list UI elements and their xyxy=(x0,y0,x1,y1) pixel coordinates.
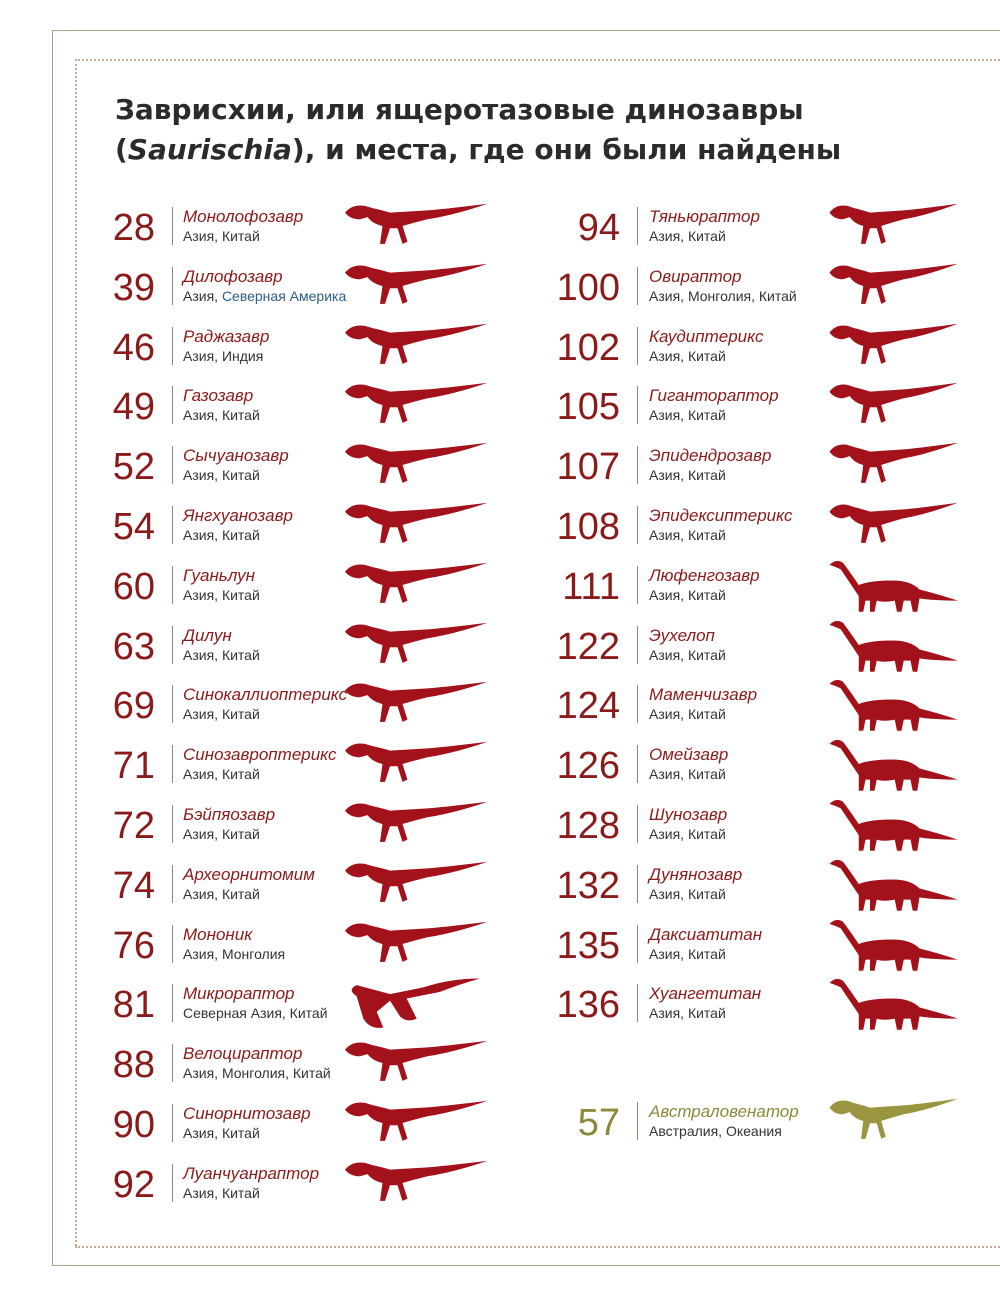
species-name: Газозавр xyxy=(183,386,254,406)
species-info xyxy=(649,805,727,843)
separator-line xyxy=(172,1164,173,1202)
species-location: Австралия, Океания xyxy=(649,1123,782,1139)
species-name: Луанчуанраптор xyxy=(183,1163,320,1183)
species-number: 102 xyxy=(556,326,620,369)
species-row xyxy=(0,502,1000,554)
species-info xyxy=(649,626,726,664)
species-name: Мононик xyxy=(183,924,253,944)
species-location: Азия, Китай xyxy=(183,1125,260,1141)
species-location: Азия, Китай xyxy=(649,766,726,783)
species-number: 72 xyxy=(112,805,155,847)
species-location: Азия, Китай xyxy=(183,228,260,244)
species-number: 52 xyxy=(112,446,155,489)
species-row xyxy=(0,741,1000,793)
theropod-silhouette-icon xyxy=(825,317,960,380)
species-row xyxy=(0,1040,1000,1092)
species-number: 100 xyxy=(556,266,620,309)
species-number: 54 xyxy=(112,506,155,548)
species-name: Велоцираптор xyxy=(183,1044,303,1064)
species-name: Австраловенатор xyxy=(649,1102,799,1121)
title-line2: ), и места, где они были найдены xyxy=(291,133,842,166)
separator-line xyxy=(637,925,638,963)
separator-line xyxy=(637,626,638,664)
separator-line xyxy=(637,1102,638,1140)
species-name: Маменчизавр xyxy=(649,685,758,705)
species-info xyxy=(649,685,757,723)
species-location: Азия, Китай xyxy=(183,826,260,842)
species-number: 90 xyxy=(112,1104,155,1146)
species-row xyxy=(0,442,1000,494)
sauropod-silhouette-icon xyxy=(825,795,960,858)
sauropod-silhouette-icon xyxy=(825,675,960,738)
separator-line xyxy=(637,267,638,305)
species-name: Овираптор xyxy=(649,266,742,286)
species-name: Синорнитозавр xyxy=(183,1104,311,1123)
species-location: Азия, Китай xyxy=(183,467,260,484)
species-number: 105 xyxy=(556,386,620,429)
species-location: Азия, Китай xyxy=(183,766,260,783)
species-name: Синокаллиоптерикс xyxy=(183,685,348,705)
species-location: Азия, Китай xyxy=(183,407,260,424)
species-name: Археорнитомим xyxy=(183,864,315,884)
species-name: Монолофозавр xyxy=(183,207,304,226)
species-number: 94 xyxy=(577,207,620,249)
species-name: Омейзавр xyxy=(649,745,729,765)
separator-line xyxy=(637,327,638,365)
species-number: 136 xyxy=(556,984,620,1027)
species-info xyxy=(649,566,760,604)
separator-line xyxy=(637,207,638,245)
species-location: Азия, Китай xyxy=(649,945,726,962)
sauropod-silhouette-icon xyxy=(825,974,960,1037)
species-location: Азия, Китай xyxy=(183,885,260,902)
species-location: Азия, Китай xyxy=(183,646,260,663)
sauropod-silhouette-icon xyxy=(825,556,960,619)
dotted-border-top xyxy=(75,59,1000,61)
species-location: Азия, Китай xyxy=(183,706,260,723)
species-number: 135 xyxy=(556,924,620,967)
species-number: 57 xyxy=(577,1102,620,1144)
species-info xyxy=(649,446,771,484)
species-number: 46 xyxy=(112,326,155,369)
species-row xyxy=(0,323,1000,375)
species-number: 39 xyxy=(112,266,155,309)
species-info xyxy=(649,386,779,424)
species-info xyxy=(649,1102,799,1140)
species-row xyxy=(0,622,1000,674)
theropod-silhouette-icon xyxy=(825,1092,960,1155)
separator-line xyxy=(637,805,638,843)
species-location: Азия, Китай xyxy=(183,527,260,543)
species-location: Азия, Китай xyxy=(183,1184,260,1201)
theropod-silhouette-icon xyxy=(825,496,960,559)
sauropod-silhouette-icon xyxy=(825,855,960,918)
species-location: Азия, Китай xyxy=(649,826,726,842)
species-name: Каудиптерикс xyxy=(649,326,764,346)
species-location: Азия, Китай xyxy=(649,706,726,723)
separator-line xyxy=(637,685,638,723)
theropod-silhouette-icon xyxy=(825,197,960,260)
separator-line xyxy=(172,1044,173,1082)
theropod-silhouette-icon xyxy=(825,257,960,320)
species-name: Шунозавр xyxy=(649,805,728,824)
species-row xyxy=(0,382,1000,434)
species-location: Азия, Китай xyxy=(649,646,726,663)
species-name: Хуангетитан xyxy=(649,984,762,1004)
species-number: 132 xyxy=(556,864,620,907)
separator-line xyxy=(637,386,638,424)
species-number: 81 xyxy=(112,984,155,1027)
species-number: 63 xyxy=(112,625,155,668)
species-name: Синозавроптерикс xyxy=(183,745,337,765)
species-location: Азия, Монголия, Китай xyxy=(649,287,797,304)
species-number: 60 xyxy=(112,565,155,608)
species-name: Тяньюраптор xyxy=(649,207,760,226)
species-number: 126 xyxy=(556,745,620,788)
separator-line xyxy=(637,506,638,544)
species-location: Азия, Китай xyxy=(183,586,260,603)
location-highlight: Северная Америка xyxy=(221,287,347,304)
title-latin: Saurischia xyxy=(127,133,292,166)
species-info xyxy=(649,267,797,305)
species-location: Азия, Китай xyxy=(649,407,726,424)
species-row xyxy=(0,1160,1000,1212)
species-number: 71 xyxy=(112,745,155,788)
species-location: Азия, Индия xyxy=(183,347,264,364)
theropod-silhouette-icon xyxy=(825,436,960,499)
theropod-silhouette-icon xyxy=(340,1034,490,1097)
species-name: Дунянозавр xyxy=(649,864,743,884)
species-number: 111 xyxy=(562,565,620,608)
species-number: 88 xyxy=(112,1044,155,1087)
theropod-silhouette-icon xyxy=(340,1154,490,1217)
species-info xyxy=(649,745,728,783)
species-name: Янгхуанозавр xyxy=(183,506,293,525)
species-info xyxy=(649,327,763,365)
species-info xyxy=(649,207,760,245)
species-number: 49 xyxy=(112,386,155,429)
species-name: Микрораптор xyxy=(183,984,295,1004)
species-info xyxy=(649,925,762,963)
species-number: 107 xyxy=(556,446,620,489)
species-number: 128 xyxy=(556,805,620,847)
species-number: 28 xyxy=(112,207,155,249)
species-info xyxy=(183,1044,331,1082)
species-number: 108 xyxy=(556,506,620,548)
species-location: Азия, Китай xyxy=(649,1005,726,1022)
species-name: Бэйпяозавр xyxy=(183,805,276,824)
species-name: Эпидексиптерикс xyxy=(649,506,793,525)
species-name: Эпидендрозавр xyxy=(649,446,772,466)
title-line1: Заврисхии, или ящеротазовые динозавры xyxy=(115,93,804,126)
species-location: Азия, Китай xyxy=(649,347,726,364)
species-number: 122 xyxy=(556,625,620,668)
species-location: Азия, Китай xyxy=(649,885,726,902)
species-location: Азия, Монголия xyxy=(183,945,286,962)
species-number: 124 xyxy=(556,685,620,728)
species-name: Раджазавр xyxy=(183,326,270,346)
species-name: Дилофозавр xyxy=(183,266,283,286)
species-location: Азия, Северная Америка xyxy=(183,287,347,304)
species-info xyxy=(649,865,742,903)
species-row xyxy=(0,980,1000,1032)
separator-line xyxy=(637,566,638,604)
separator-line xyxy=(637,865,638,903)
species-number: 92 xyxy=(112,1163,155,1206)
species-location: Северная Азия, Китай xyxy=(183,1005,328,1022)
species-row xyxy=(0,861,1000,913)
sauropod-silhouette-icon xyxy=(825,915,960,978)
species-name: Эухелоп xyxy=(649,625,715,645)
species-row xyxy=(0,203,1000,255)
separator-line xyxy=(637,745,638,783)
species-number: 69 xyxy=(112,685,155,728)
species-name: Даксиатитан xyxy=(649,924,763,944)
species-row xyxy=(0,681,1000,733)
species-location: Азия, Китай xyxy=(649,527,726,543)
sauropod-silhouette-icon xyxy=(825,735,960,798)
sauropod-silhouette-icon xyxy=(825,616,960,679)
species-name: Сычуанозавр xyxy=(183,446,289,466)
species-info xyxy=(649,506,792,544)
separator-line xyxy=(637,984,638,1022)
species-name: Люфенгозавр xyxy=(649,565,760,585)
species-name: Дилун xyxy=(183,625,232,645)
separator-line xyxy=(637,446,638,484)
species-number: 76 xyxy=(112,924,155,967)
species-row xyxy=(0,921,1000,973)
species-info xyxy=(183,1164,319,1202)
title-paren: ( xyxy=(115,133,128,166)
species-name: Гиганторaптор xyxy=(649,386,779,406)
species-location: Азия, Китай xyxy=(649,228,726,244)
species-row xyxy=(0,1098,1000,1150)
species-location: Азия, Китай xyxy=(649,467,726,484)
species-info xyxy=(649,984,761,1022)
dotted-border-bottom xyxy=(75,1246,1000,1248)
species-location: Азия, Монголия, Китай xyxy=(183,1065,331,1082)
species-row xyxy=(0,801,1000,853)
species-row xyxy=(0,263,1000,315)
species-row xyxy=(0,562,1000,614)
species-name: Гуаньлун xyxy=(183,565,256,585)
theropod-silhouette-icon xyxy=(825,376,960,439)
page-title xyxy=(115,90,975,170)
species-number: 74 xyxy=(112,864,155,907)
species-location: Азия, Китай xyxy=(649,586,726,603)
